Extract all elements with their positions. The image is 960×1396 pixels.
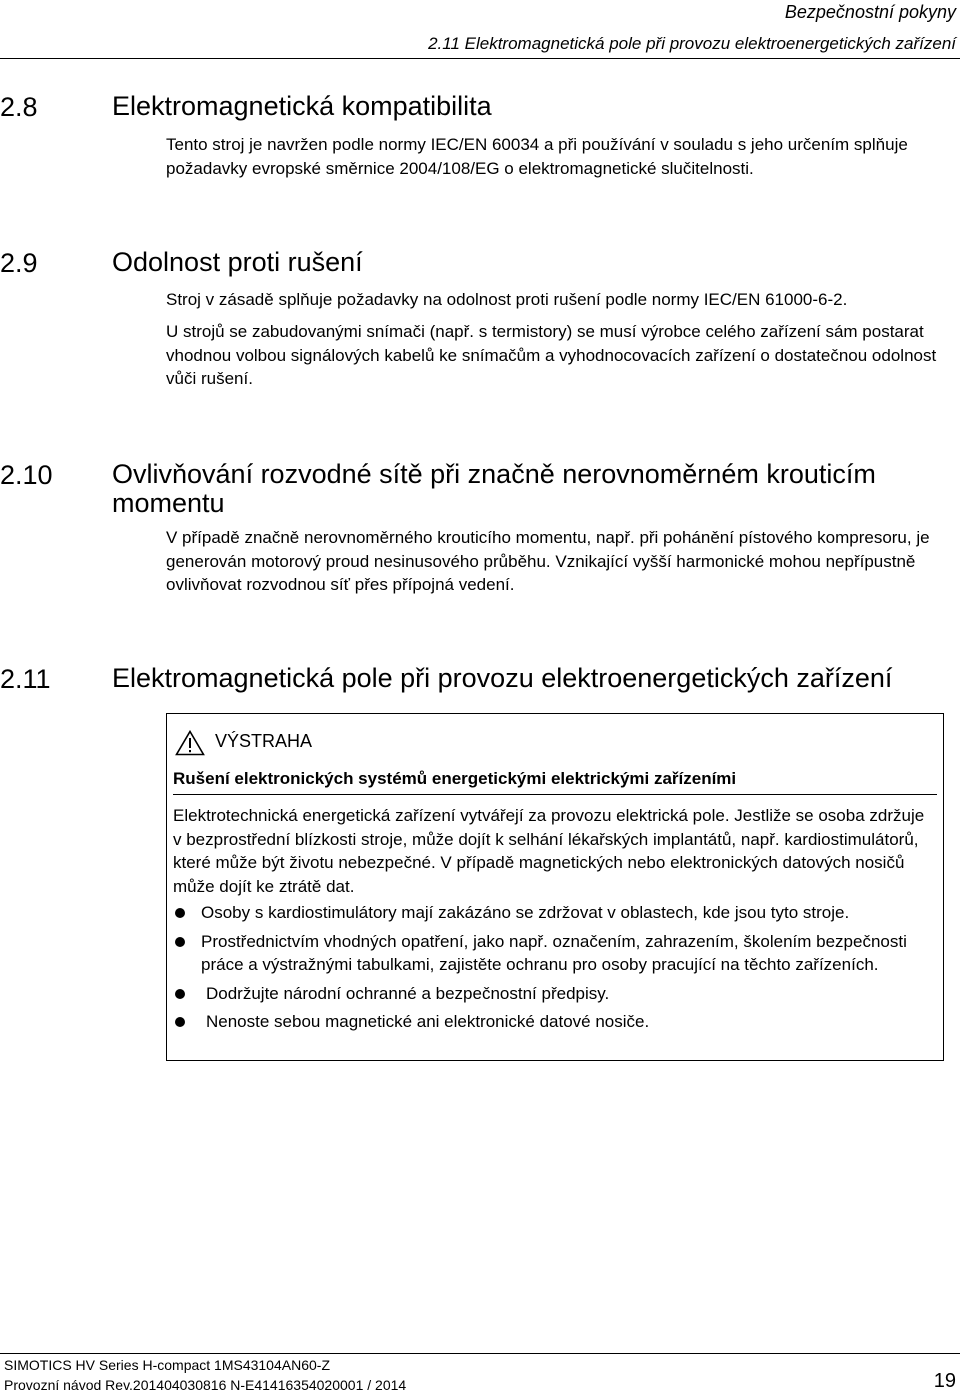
bullet-icon <box>175 989 185 999</box>
section-paragraph: Tento stroj je navržen podle normy IEC/EN 60034 a při používání v souladu s jeho určením splňuje požadavky evropské směrnice 2004/108/EG o elektromagnetické slučitelnosti. <box>166 135 908 178</box>
warning-subtitle: Rušení elektronických systémů energetickými elektrickými zařízeními <box>173 769 737 788</box>
warning-triangle-icon <box>175 730 205 756</box>
section-title: Elektromagnetická kompatibilita <box>112 91 492 121</box>
page-number: 19 <box>933 1370 956 1392</box>
warning-divider <box>173 794 937 795</box>
bullet-icon <box>175 908 185 918</box>
section-paragraph: U strojů se zabudovanými snímači (např. s termistory) se musí výrobce celého zařízení sám postarat vhodnou volbou signálových kabelů ke snímačům a vyhodnocovacích zařízení o dostatečnou odolnost vůči rušení. <box>166 322 937 388</box>
section-paragraph: Stroj v zásadě splňuje požadavky na odolnost proti rušení podle normy IEC/EN 61000-6-2. <box>166 290 848 309</box>
bullet-icon <box>175 1017 185 1027</box>
header-subtitle: 2.11 Elektromagnetická pole při provozu elektroenergetických zařízení <box>428 34 956 53</box>
section-number: 2.8 <box>0 92 38 122</box>
header-title: Bezpečnostní pokyny <box>784 2 956 22</box>
section-title: Ovlivňování rozvodné sítě při značně nerovnoměrném krouticím momentu <box>112 459 876 518</box>
section-number: 2.9 <box>0 248 38 278</box>
section-number: 2.10 <box>0 460 53 490</box>
warning-label: VÝSTRAHA <box>215 731 313 751</box>
footer-product: SIMOTICS HV Series H-compact 1MS43104AN60-Z <box>4 1357 330 1373</box>
list-item: Osoby s kardiostimulátory mají zakázáno se zdržovat v oblastech, kde jsou tyto stroje. <box>173 901 933 925</box>
warning-text: Elektrotechnická energetická zařízení vytvářejí za provozu elektrická pole. Jestliže se osoba zdržuje v bezprostřední blízkosti stroje, může dojít k selhání lékařských implantátů, např. kardiostimulátorů, které může být životu nebezpečné. V případě magnetických nebo elektronických datových nosičů může dojít ke ztrátě dat. <box>173 806 925 896</box>
header-divider <box>0 58 960 59</box>
bullet-icon <box>175 937 185 947</box>
warning-box <box>166 713 944 1061</box>
footer-document-id: Provozní návod Rev.201404030816 N-E41416354020001 / 2014 <box>4 1377 407 1393</box>
list-item: Nenoste sebou magnetické ani elektronické datové nosiče. <box>173 1010 933 1034</box>
section-title: Elektromagnetická pole při provozu elektroenergetických zařízení <box>112 663 893 693</box>
section-number: 2.11 <box>0 664 51 694</box>
section-paragraph: V případě značně nerovnoměrného krouticího momentu, např. při pohánění pístového kompresoru, je generován motorový proud nesinusového průběhu. Vznikající vyšší harmonické mohou nepřípustně ovlivňovat rozvodnou síť přes přípojná vedení. <box>166 528 930 594</box>
section-title: Odolnost proti rušení <box>112 247 363 277</box>
footer-divider <box>0 1353 960 1354</box>
warning-bullet-list <box>173 901 933 1039</box>
list-item: Dodržujte národní ochranné a bezpečnostní předpisy. <box>173 982 933 1006</box>
list-item: Prostřednictvím vhodných opatření, jako např. označením, zahrazením, školením bezpečnosti práce a výstražnými tabulkami, zajistěte ochranu pro osoby pracující na těchto zařízeních. <box>173 930 933 977</box>
